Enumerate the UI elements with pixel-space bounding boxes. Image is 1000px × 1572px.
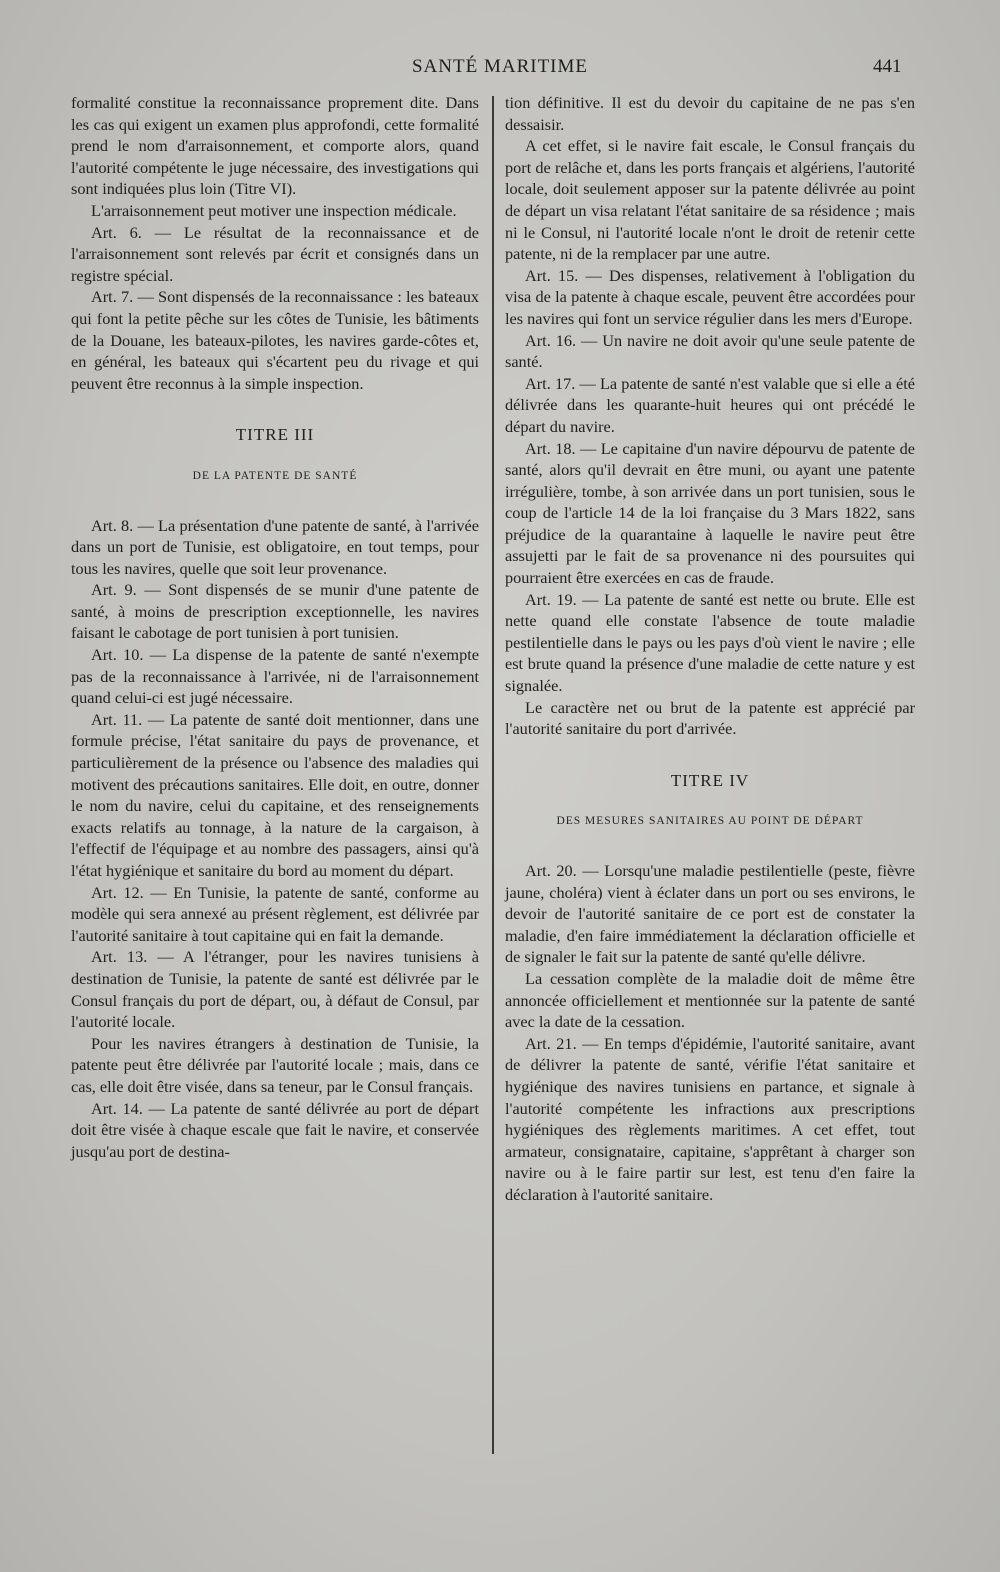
article-9: Art. 9. — Sont dispensés de se munir d'une patente de santé, à moins de prescription exceptionnelle, les navires faisant le cabotage de port tunisien à port tunisien. xyxy=(71,580,479,643)
article-10: Art. 10. — La dispense de la patente de santé n'exempte pas de la reconnaissance à l'arrivée, ni de l'arraisonnement quand celui-ci est jugé nécessaire. xyxy=(71,645,479,708)
article-14: Art. 14. — La patente de santé délivrée au port de départ doit être visée à chaque escale que fait le navire, et conservée jusqu'au port de destina- xyxy=(71,1098,479,1161)
article-6: Art. 6. — Le résultat de la reconnaissance et de l'arraisonnement sont relevés par écrit et consignés dans un registre spécial. xyxy=(71,222,479,285)
paragraph: tion définitive. Il est du devoir du capitaine de ne pas s'en dessaisir. xyxy=(505,93,915,134)
right-column xyxy=(505,92,915,1206)
article-13: Art. 13. — A l'étranger, pour les navires tunisiens à destination de Tunisie, la patente de santé est délivrée par le Consul français du port de départ, ou, à défaut de Consul, par l'autorité locale. xyxy=(71,947,479,1032)
left-column xyxy=(71,92,479,1162)
article-19: Art. 19. — La patente de santé est nette ou brute. Elle est nette quand elle constate l'absence de toute maladie pestilentielle dans le pays ou les pays d'où vient le navire ; elle est brute quand la présence d'une maladie de cette nature y est signalée. xyxy=(505,589,915,696)
article-18: Art. 18. — Le capitaine d'un navire dépourvu de patente de santé, alors qu'il devrait en être muni, ou ayant une patente irrégulière, tombe, à son arrivée dans un port tunisien, sous le coup de l'article 14 de la loi française du 3 Mars 1822, sans préjudice de la quarantaine à laquelle le navire peut être assujetti par le fait de sa provenance ni des poursuites qui pourraient être exercées en cas de fraude. xyxy=(505,438,915,588)
titre-iii-subtitle: DE LA PATENTE DE SANTÉ xyxy=(192,469,358,482)
running-title: SANTÉ MARITIME xyxy=(411,56,589,77)
article-11: Art. 11. — La patente de santé doit mentionner, dans une formule précise, l'état sanitaire du pays de provenance, et particulièrement de la présence ou l'absence des maladies qui motivent des précautions sanitaires. Elle doit, en outre, donner le nom du navire, celui du capitaine, et des renseignements exacts relatifs au tonnage, à la nature de la cargaison, à l'effectif de l'équipage et au nombre des passagers, ainsi qu'à l'état hygiénique et sanitaire du bord au moment du départ. xyxy=(71,709,479,880)
article-12: Art. 12. — En Tunisie, la patente de santé, conforme au modèle qui sera annexé au présent règlement, est délivrée par l'autorité sanitaire à tout capitaine qui en fait la demande. xyxy=(71,882,479,945)
paragraph: Pour les navires étrangers à destination de Tunisie, la patente peut être délivrée par l'autorité locale ; mais, dans ce cas, elle doit être visée, dans sa teneur, par le Consul français. xyxy=(71,1033,479,1096)
titre-iv-heading: TITRE IV xyxy=(670,770,750,790)
page-number: 441 xyxy=(873,56,902,77)
paragraph: L'arraisonnement peut motiver une inspection médicale. xyxy=(91,200,457,220)
paragraph: A cet effet, si le navire fait escale, le Consul français du port de relâche et, dans les ports français et algériens, l'autorité locale, doit seulement apposer sur la patente délivrée au point de départ un visa relatant l'état sanitaire de sa résidence ; mais ni le Consul, ni l'autorité locale n'ont le droit de retenir cette patente, ni de la remplacer par une autre. xyxy=(505,136,915,264)
article-8: Art. 8. — La présentation d'une patente de santé, à l'arrivée dans un port de Tunisie, est obligatoire, en tout temps, pour tous les navires, quelle que soit leur provenance. xyxy=(71,515,479,578)
paragraph: La cessation complète de la maladie doit de même être annoncée officiellement et mentionnée sur la patente de santé avec la date de la cessation. xyxy=(505,968,915,1032)
article-20: Art. 20. — Lorsqu'une maladie pestilentielle (peste, fièvre jaune, choléra) vient à éclater dans un port ou ses environs, le devoir de l'autorité sanitaire de ce port est de constater la maladie, d'en faire immédiatement la déclaration officielle et de signaler le fait sur la patente de santé qu'elle délivre. xyxy=(505,861,915,967)
article-15: Art. 15. — Des dispenses, relativement à l'obligation du visa de la patente à chaque escale, peuvent être accordées pour les navires qui font un service régulier dans les mers d'Europe. xyxy=(505,265,915,328)
paragraph: formalité constitue la reconnaissance proprement dite. Dans les cas qui exigent un examen plus approfondi, cette formalité prend le nom d'arraisonnement, et comporte alors, quand l'autorité compétente le juge nécessaire, des investigations qui sont indiquées plus loin (Titre VI). xyxy=(71,93,479,199)
article-7: Art. 7. — Sont dispensés de la reconnaissance : les bateaux qui font la petite pêche sur les côtes de Tunisie, les bâtiments de la Douane, les bateaux-pilotes, les navires garde-côtes et, en général, les bateaux qui s'écartent peu du rivage et qui peuvent être reconnus à la simple inspection. xyxy=(71,287,479,393)
column-divider xyxy=(492,96,494,1454)
article-21: Art. 21. — En temps d'épidémie, l'autorité sanitaire, avant de délivrer la patente de santé, vérifie l'état sanitaire et hygiénique des navires tunisiens en partance, et signale à l'autorité compétente les infractions aux prescriptions hygiéniques des règlements maritimes. A cet effet, tout armateur, consignataire, capitaine, s'apprêtant à charger son navire ou à le faire partir sur lest, est tenu d'en faire la déclaration à l'autorité sanitaire. xyxy=(505,1033,915,1204)
article-17: Art. 17. — La patente de santé n'est valable que si elle a été délivrée dans les quarante-huit heures qui ont précédé le départ du navire. xyxy=(505,373,915,436)
article-16: Art. 16. — Un navire ne doit avoir qu'une seule patente de santé. xyxy=(505,330,915,372)
titre-iv-subtitle: DES MESURES SANITAIRES AU POINT DE DÉPART xyxy=(556,815,864,828)
paragraph: Le caractère net ou brut de la patente est apprécié par l'autorité sanitaire du port d'arrivée. xyxy=(505,697,915,739)
titre-iii-heading: TITRE III xyxy=(235,425,315,445)
